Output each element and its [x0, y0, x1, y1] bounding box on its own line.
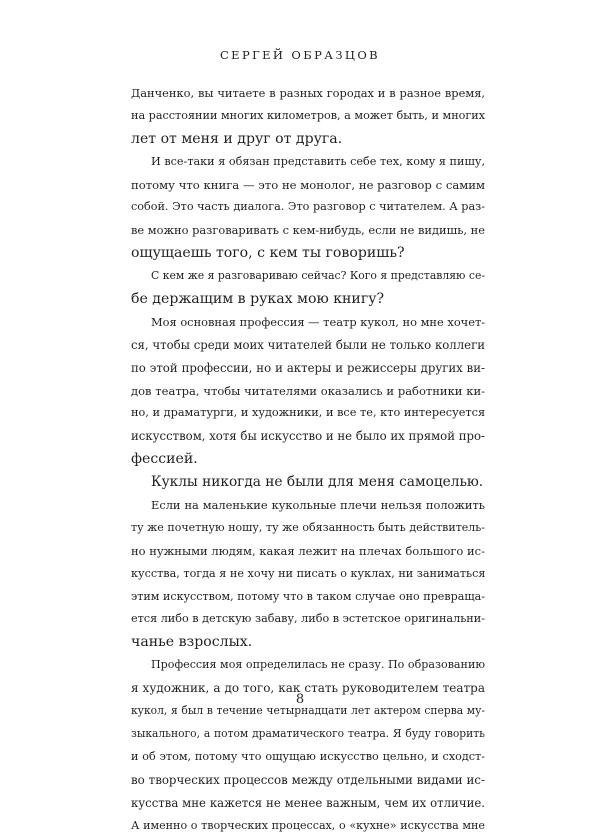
text-line: дов театра, чтобы читателями оказались и работники ки-: [131, 380, 485, 403]
text-line: собой. Это часть диалога. Это разговор с читателем. А раз-: [131, 196, 485, 219]
text-line: С кем же я разговариваю сейчас? Кого я представляю се-: [131, 265, 485, 288]
text-line: ту же почетную ношу, ту же обязанность быть действитель-: [131, 517, 485, 540]
text-line: но, и драматурги, и художники, и все те, кто интересуется: [131, 402, 485, 425]
text-line: бе держащим в руках мою книгу?: [131, 288, 485, 311]
text-line: Куклы никогда не были для меня самоцелью.: [131, 471, 485, 494]
text-line: кусства, тогда я не хочу ни писать о куклах, ни заниматься: [131, 563, 485, 586]
text-line: этим искусством, потому что в таком случае оно превраща-: [131, 586, 485, 609]
text-line: искусством, хотя бы искусство и не было их прямой про-: [131, 425, 485, 448]
text-line: во творческих процессов между отдельными видами ис-: [131, 769, 485, 792]
text-line: Профессия моя определилась не сразу. По образованию: [131, 654, 485, 677]
text-line: зыкального, а потом драматического театра. Я буду говорить: [131, 723, 485, 746]
text-line: ве можно разговаривать с кем-нибудь, если не видишь, не: [131, 219, 485, 242]
text-line: лет от меня и друг от друга.: [131, 128, 485, 151]
text-line: я художник, а до того, как стать руководителем театра: [131, 677, 485, 700]
text-line: А именно о творческих процессах, о «кухне» искусства мне: [131, 815, 485, 837]
page-number: 8: [0, 692, 600, 708]
text-line: кукол, я был в течение четырнадцати лет актером сперва му-: [131, 700, 485, 723]
text-line: на расстоянии многих километров, а может быть, и многих: [131, 105, 485, 128]
text-line: потому что книга — это не монолог, не разговор с самим: [131, 174, 485, 197]
text-line: Если на маленькие кукольные плечи нельзя положить: [131, 494, 485, 517]
text-line: ся, чтобы среди моих читателей были не только коллеги: [131, 334, 485, 357]
body-text: [131, 82, 485, 837]
text-line: И все-таки я обязан представить себе тех, кому я пишу,: [131, 151, 485, 174]
text-line: кусства мне кажется не менее важным, чем их отличие.: [131, 792, 485, 815]
text-line: по этой профессии, но и актеры и режиссеры других ви-: [131, 357, 485, 380]
text-line: ощущаешь того, с кем ты говоришь?: [131, 242, 485, 265]
text-line: Моя основная профессия — театр кукол, но мне хочет-: [131, 311, 485, 334]
text-line: но нужными людям, какая лежит на плечах большого ис-: [131, 540, 485, 563]
text-line: и об этом, потому что ощущаю искусство цельно, и сходст-: [131, 746, 485, 769]
text-line: фессией.: [131, 448, 485, 471]
text-line: Данченко, вы читаете в разных городах и в разное время,: [131, 82, 485, 105]
text-line: ется либо в детскую забаву, либо в эстетское оригинальни-: [131, 608, 485, 631]
text-line: чанье взрослых.: [131, 631, 485, 654]
running-head: СЕРГЕЙ ОБРАЗЦОВ: [0, 48, 600, 62]
